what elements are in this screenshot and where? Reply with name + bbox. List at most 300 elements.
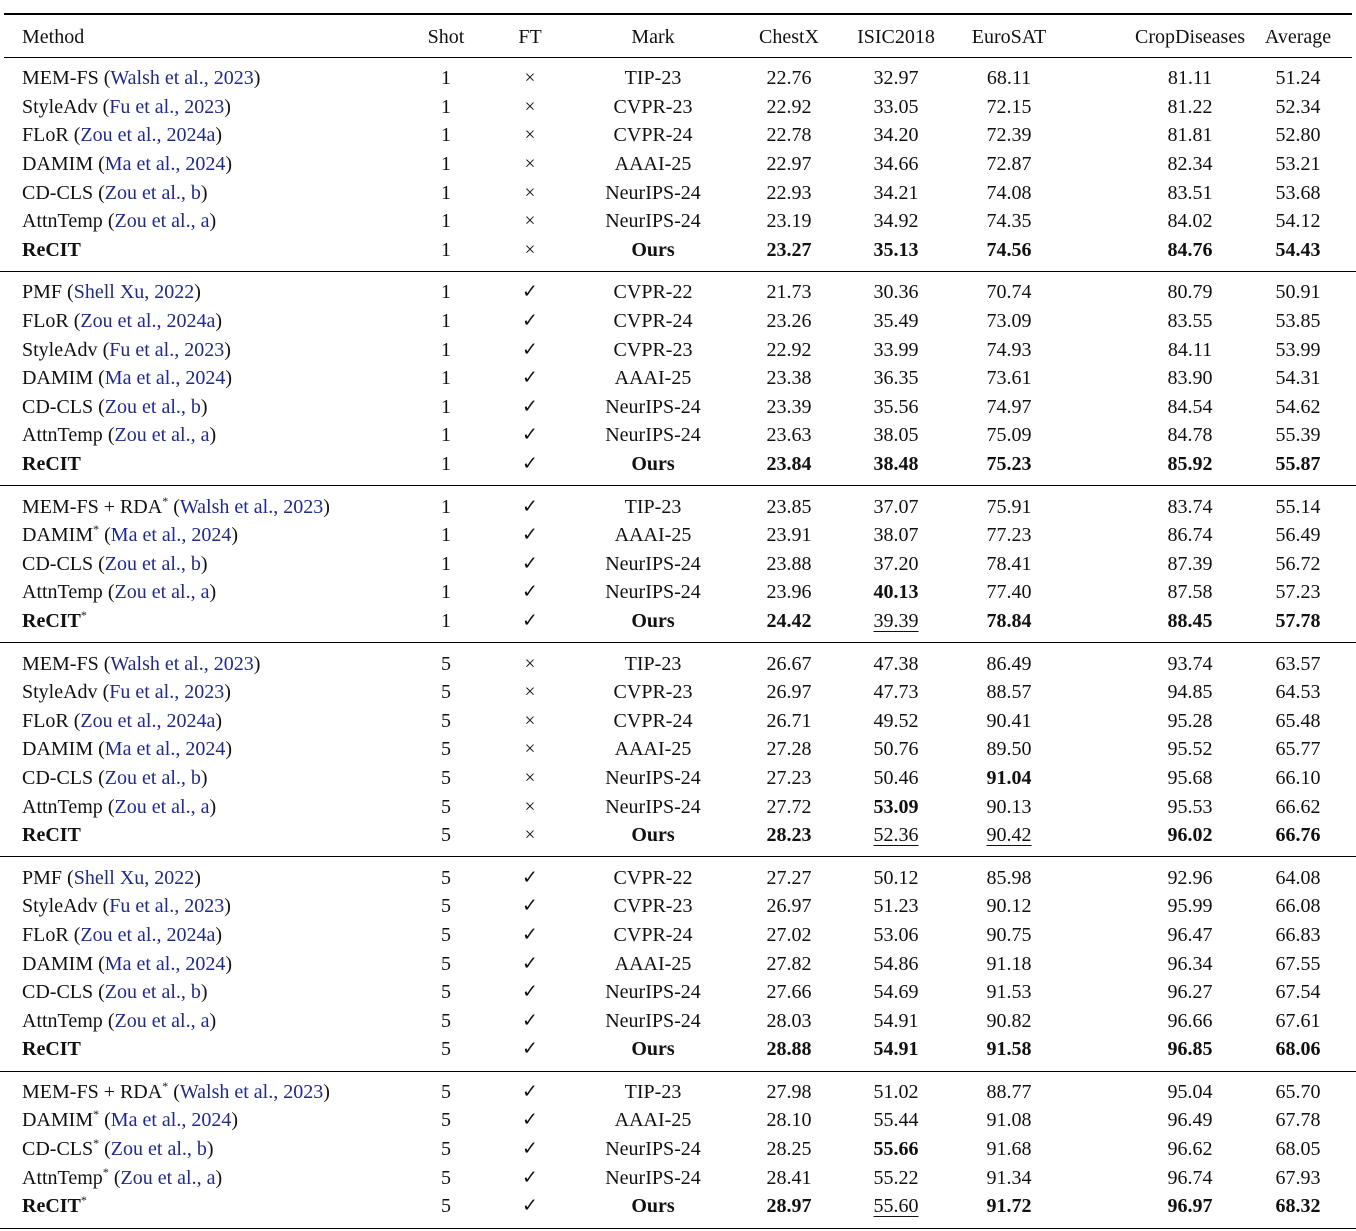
citation-link[interactable]: Zou et al., b (104, 181, 201, 204)
chestx-value: 28.97 (766, 1195, 812, 1218)
method-name: CD-CLS (22, 766, 94, 789)
column-header-method: Method (22, 26, 85, 48)
chestx-value: 22.78 (766, 124, 812, 147)
method-name: MEM-FS (22, 652, 99, 675)
average-value: 68.06 (1275, 1038, 1321, 1061)
isic2018-value: 50.76 (873, 738, 919, 761)
method-name: DAMIM (22, 1109, 94, 1132)
method-name: ReCIT (22, 453, 81, 476)
citation-link[interactable]: Zou et al., a (114, 795, 210, 818)
cropdiseases-value: 82.34 (1167, 153, 1213, 176)
table-group (0, 1072, 1356, 1229)
chestx-value: 23.27 (766, 238, 812, 261)
isic2018-value: 34.92 (873, 210, 919, 233)
method-name: ReCIT (22, 1195, 81, 1218)
top-rule (4, 13, 1352, 15)
check-icon: ✓ (522, 496, 538, 518)
asterisk-marker: * (162, 493, 169, 508)
cross-icon: × (524, 124, 536, 146)
cross-icon: × (524, 153, 536, 175)
isic2018-value: 50.12 (873, 866, 919, 889)
isic2018-value: 40.13 (873, 581, 919, 604)
chestx-value: 23.88 (766, 552, 812, 575)
mark-cell: NeurIPS-24 (605, 1138, 701, 1161)
citation-link[interactable]: Fu et al., 2023 (109, 681, 225, 704)
average-value: 56.72 (1275, 552, 1321, 575)
citation-link[interactable]: Ma et al., 2024 (104, 952, 226, 975)
chestx-value: 26.67 (766, 652, 812, 675)
chestx-value: 23.38 (766, 367, 812, 390)
table-row (0, 649, 1356, 678)
check-icon: ✓ (522, 367, 538, 389)
column-header-cropdiseases: CropDiseases (1135, 26, 1245, 48)
cropdiseases-value: 87.58 (1167, 581, 1213, 604)
shot-cell: 1 (441, 210, 451, 233)
citation-link[interactable]: Ma et al., 2024 (104, 153, 226, 176)
cropdiseases-value: 84.02 (1167, 210, 1213, 233)
shot-cell: 5 (441, 652, 451, 675)
isic2018-value: 35.56 (873, 395, 919, 418)
citation-link[interactable]: Fu et al., 2023 (109, 95, 225, 118)
chestx-value: 26.71 (766, 709, 812, 732)
chestx-value: 27.02 (766, 923, 812, 946)
cross-icon: × (524, 767, 536, 789)
eurosat-value: 74.93 (986, 338, 1032, 361)
cropdiseases-value: 95.04 (1167, 1080, 1213, 1103)
method-name: DAMIM (22, 524, 94, 547)
isic2018-value: 32.97 (873, 67, 919, 90)
average-value: 67.93 (1275, 1166, 1321, 1189)
mark-cell: Ours (631, 609, 675, 632)
mark-cell: AAAI-25 (614, 1109, 692, 1132)
method-cell: FLoR (Zou et al., 2024a) (22, 310, 222, 333)
shot-cell: 5 (441, 866, 451, 889)
citation-link[interactable]: Zou et al., 2024a (80, 709, 216, 732)
citation-link[interactable]: Fu et al., 2023 (109, 338, 225, 361)
citation-link[interactable]: Zou et al., a (114, 1009, 210, 1032)
citation-link[interactable]: Zou et al., b (110, 1138, 207, 1161)
eurosat-value: 91.18 (986, 952, 1032, 975)
mark-cell: CVPR-23 (613, 338, 693, 361)
mark-cell: CVPR-22 (613, 866, 693, 889)
isic2018-value: 37.07 (873, 495, 919, 518)
table-row (0, 550, 1356, 579)
eurosat-value: 72.87 (986, 153, 1032, 176)
method-name: FLoR (22, 923, 69, 946)
chestx-value: 28.03 (766, 1009, 812, 1032)
eurosat-value: 74.08 (986, 181, 1032, 204)
method-cell: FLoR (Zou et al., 2024a) (22, 124, 222, 147)
shot-cell: 1 (441, 367, 451, 390)
asterisk-marker: * (80, 607, 87, 622)
method-name: FLoR (22, 310, 69, 333)
cropdiseases-value: 95.99 (1167, 895, 1213, 918)
cross-icon: × (524, 182, 536, 204)
isic2018-value: 34.66 (873, 153, 919, 176)
method-name: PMF (22, 281, 63, 304)
cropdiseases-value: 83.55 (1167, 310, 1213, 333)
chestx-value: 28.25 (766, 1138, 812, 1161)
table-row (0, 278, 1356, 307)
citation-link[interactable]: Zou et al., 2024a (80, 124, 216, 147)
cropdiseases-value: 85.92 (1167, 453, 1213, 476)
check-icon: ✓ (522, 424, 538, 446)
check-icon: ✓ (522, 281, 538, 303)
table-group (0, 643, 1356, 857)
citation-link[interactable]: Zou et al., a (114, 210, 210, 233)
cross-icon: × (524, 210, 536, 232)
cropdiseases-value: 95.52 (1167, 738, 1213, 761)
table-row (0, 578, 1356, 607)
isic2018-value: 35.13 (873, 238, 919, 261)
check-icon: ✓ (522, 953, 538, 975)
check-icon: ✓ (522, 895, 538, 917)
cross-icon: × (524, 796, 536, 818)
table-row (0, 949, 1356, 978)
shot-cell: 5 (441, 952, 451, 975)
method-cell: DAMIM* (Ma et al., 2024) (22, 522, 238, 547)
average-value: 55.87 (1275, 453, 1321, 476)
asterisk-marker: * (162, 1078, 169, 1093)
table-row (0, 921, 1356, 950)
shot-cell: 5 (441, 738, 451, 761)
citation-link[interactable]: Zou et al., a (114, 424, 210, 447)
cropdiseases-value: 96.34 (1167, 952, 1213, 975)
table-row (0, 1006, 1356, 1035)
method-name: MEM-FS + RDA (22, 1080, 163, 1103)
shot-cell: 1 (441, 67, 451, 90)
chestx-value: 22.97 (766, 153, 812, 176)
citation-link[interactable]: Fu et al., 2023 (109, 895, 225, 918)
mark-cell: CVPR-24 (613, 709, 693, 732)
shot-cell: 5 (441, 795, 451, 818)
eurosat-value: 77.23 (986, 524, 1032, 547)
citation-link[interactable]: Walsh et al., 2023 (179, 1080, 324, 1103)
method-cell (22, 1039, 81, 1059)
eurosat-value: 73.61 (986, 367, 1032, 390)
isic2018-value: 38.05 (873, 424, 919, 447)
column-header-isic2018: ISIC2018 (857, 26, 935, 48)
cropdiseases-value: 88.45 (1167, 609, 1213, 632)
table-row (0, 607, 1356, 636)
mark-cell: AAAI-25 (614, 153, 692, 176)
shot-cell: 5 (441, 709, 451, 732)
method-name: AttnTemp (22, 1009, 103, 1032)
check-icon: ✓ (522, 867, 538, 889)
chestx-value: 27.27 (766, 866, 812, 889)
check-icon: ✓ (522, 396, 538, 418)
isic2018-value: 54.69 (873, 981, 919, 1004)
mark-cell: AAAI-25 (614, 367, 692, 390)
cross-icon: × (524, 67, 536, 89)
citation-link[interactable]: Ma et al., 2024 (110, 1109, 232, 1132)
shot-cell: 1 (441, 238, 451, 261)
citation-link[interactable]: Walsh et al., 2023 (110, 652, 254, 675)
isic2018-value: 47.38 (873, 652, 919, 675)
chestx-value: 23.91 (766, 524, 812, 547)
citation-link[interactable]: Ma et al., 2024 (104, 367, 226, 390)
table-row (0, 393, 1356, 422)
method-cell: DAMIM (Ma et al., 2024) (22, 367, 232, 390)
citation-link[interactable]: Walsh et al., 2023 (179, 495, 324, 518)
table-group (0, 58, 1356, 272)
isic2018-value: 47.73 (873, 681, 919, 704)
shot-cell: 5 (441, 981, 451, 1004)
shot-cell: 5 (441, 923, 451, 946)
shot-cell: 5 (441, 766, 451, 789)
shot-cell: 1 (441, 395, 451, 418)
cropdiseases-value: 87.39 (1167, 552, 1213, 575)
average-value: 54.43 (1275, 238, 1321, 261)
isic2018-value: 37.20 (873, 552, 919, 575)
column-header-average: Average (1264, 26, 1332, 48)
method-cell: StyleAdv (Fu et al., 2023) (22, 338, 231, 361)
check-icon: ✓ (522, 1010, 538, 1032)
citation-link[interactable]: Shell Xu, 2022 (73, 281, 195, 304)
mark-cell: AAAI-25 (614, 738, 692, 761)
table-row (0, 863, 1356, 892)
citation-link[interactable]: Zou et al., a (114, 581, 210, 604)
cropdiseases-value: 83.74 (1167, 495, 1213, 518)
asterisk-marker: * (93, 1136, 100, 1151)
chestx-value: 23.96 (766, 581, 812, 604)
cross-icon: × (524, 738, 536, 760)
citation-link[interactable]: Zou et al., 2024a (80, 310, 216, 333)
average-value: 66.76 (1275, 824, 1321, 847)
cropdiseases-value: 81.22 (1167, 95, 1213, 118)
table-group (0, 486, 1356, 643)
method-cell: AttnTemp (Zou et al., a) (22, 581, 217, 604)
mark-cell: Ours (631, 1195, 675, 1218)
citation-link[interactable]: Shell Xu, 2022 (73, 866, 195, 889)
table-group (0, 857, 1356, 1071)
chestx-value: 27.28 (766, 738, 812, 761)
table-row (0, 64, 1356, 93)
chestx-value: 28.23 (766, 824, 812, 847)
citation-link[interactable]: Zou et al., b (104, 552, 201, 575)
chestx-value: 24.42 (766, 609, 812, 632)
cross-icon: × (524, 239, 536, 261)
isic2018-value: 39.39 (873, 609, 919, 632)
eurosat-value: 91.04 (986, 766, 1032, 789)
isic2018-value: 51.23 (873, 895, 919, 918)
method-cell: StyleAdv (Fu et al., 2023) (22, 95, 231, 118)
cropdiseases-value: 96.62 (1167, 1138, 1213, 1161)
method-name: CD-CLS (22, 181, 94, 204)
check-icon: ✓ (522, 1081, 538, 1103)
cropdiseases-value: 95.28 (1167, 709, 1213, 732)
table-row (0, 121, 1356, 150)
check-icon: ✓ (522, 924, 538, 946)
chestx-value: 22.92 (766, 338, 812, 361)
shot-cell: 5 (441, 1009, 451, 1032)
table-row (0, 1035, 1356, 1064)
method-name: DAMIM (22, 153, 94, 176)
table-row (0, 335, 1356, 364)
method-cell: StyleAdv (Fu et al., 2023) (22, 681, 231, 704)
method-name: CD-CLS (22, 552, 94, 575)
cropdiseases-value: 81.11 (1167, 67, 1213, 90)
eurosat-value: 72.15 (986, 95, 1032, 118)
eurosat-value: 91.34 (986, 1166, 1032, 1189)
method-name: AttnTemp (22, 1166, 103, 1189)
method-cell: FLoR (Zou et al., 2024a) (22, 709, 222, 732)
chestx-value: 22.92 (766, 95, 812, 118)
chestx-value: 26.97 (766, 681, 812, 704)
isic2018-value: 34.20 (873, 124, 919, 147)
cropdiseases-value: 96.97 (1167, 1195, 1213, 1218)
average-value: 67.54 (1275, 981, 1321, 1004)
eurosat-value: 73.09 (986, 310, 1032, 333)
shot-cell: 5 (441, 1138, 451, 1161)
method-cell: PMF (Shell Xu, 2022) (22, 281, 201, 304)
check-icon: ✓ (522, 1038, 538, 1060)
average-value: 54.31 (1275, 367, 1321, 390)
isic2018-value: 33.99 (873, 338, 919, 361)
mark-cell: Ours (631, 453, 675, 476)
table-row (0, 735, 1356, 764)
citation-link[interactable]: Ma et al., 2024 (110, 524, 232, 547)
table-row (0, 764, 1356, 793)
column-header-mark: Mark (631, 26, 675, 48)
eurosat-value: 91.58 (986, 1038, 1032, 1061)
table-row (0, 821, 1356, 850)
column-header-chestx: ChestX (759, 26, 819, 48)
citation-link[interactable]: Zou et al., b (104, 981, 201, 1004)
isic2018-value: 33.05 (873, 95, 919, 118)
eurosat-value: 68.11 (986, 67, 1032, 90)
shot-cell: 1 (441, 609, 451, 632)
average-value: 52.80 (1275, 124, 1321, 147)
shot-cell: 1 (441, 424, 451, 447)
mark-cell: TIP-23 (624, 495, 682, 518)
citation-link[interactable]: Zou et al., b (104, 395, 201, 418)
mark-cell: NeurIPS-24 (605, 424, 701, 447)
check-icon: ✓ (522, 553, 538, 575)
header-row (0, 22, 1356, 52)
eurosat-value: 90.12 (986, 895, 1032, 918)
cropdiseases-value: 93.74 (1167, 652, 1213, 675)
check-icon: ✓ (522, 981, 538, 1003)
isic2018-value: 54.86 (873, 952, 919, 975)
isic2018-value: 55.66 (873, 1138, 919, 1161)
method-name: MEM-FS (22, 67, 99, 90)
table-row (0, 792, 1356, 821)
isic2018-value: 55.22 (873, 1166, 919, 1189)
method-cell: MEM-FS (Walsh et al., 2023) (22, 67, 261, 90)
citation-link[interactable]: Ma et al., 2024 (104, 738, 226, 761)
mark-cell: NeurIPS-24 (605, 1009, 701, 1032)
mark-cell: TIP-23 (624, 67, 682, 90)
method-cell: CD-CLS* (Zou et al., b) (22, 1136, 214, 1161)
cross-icon: × (524, 681, 536, 703)
mark-cell: TIP-23 (624, 652, 682, 675)
eurosat-value: 89.50 (986, 738, 1032, 761)
method-cell (22, 240, 81, 260)
average-value: 67.61 (1275, 1009, 1321, 1032)
method-name: DAMIM (22, 952, 94, 975)
shot-cell: 1 (441, 181, 451, 204)
citation-link[interactable]: Zou et al., b (104, 766, 201, 789)
cropdiseases-value: 81.81 (1167, 124, 1213, 147)
method-cell: AttnTemp (Zou et al., a) (22, 424, 217, 447)
shot-cell: 1 (441, 310, 451, 333)
chestx-value: 23.26 (766, 310, 812, 333)
eurosat-value: 74.97 (986, 395, 1032, 418)
citation-link[interactable]: Zou et al., 2024a (80, 923, 216, 946)
mark-cell: NeurIPS-24 (605, 1166, 701, 1189)
eurosat-value: 90.42 (986, 824, 1032, 847)
table-row (0, 93, 1356, 122)
method-cell: CD-CLS (Zou et al., b) (22, 181, 208, 204)
method-cell: CD-CLS (Zou et al., b) (22, 395, 208, 418)
isic2018-value: 51.02 (873, 1080, 919, 1103)
chestx-value: 27.23 (766, 766, 812, 789)
average-value: 57.23 (1275, 581, 1321, 604)
shot-cell: 5 (441, 1109, 451, 1132)
method-cell: FLoR (Zou et al., 2024a) (22, 923, 222, 946)
method-name: CD-CLS (22, 395, 94, 418)
eurosat-value: 72.39 (986, 124, 1032, 147)
table-row (0, 1078, 1356, 1107)
mark-cell: Ours (631, 238, 675, 261)
citation-link[interactable]: Zou et al., a (120, 1166, 216, 1189)
table-row (0, 1192, 1356, 1221)
average-value: 67.78 (1275, 1109, 1321, 1132)
chestx-value: 26.97 (766, 895, 812, 918)
method-name: ReCIT (22, 609, 81, 632)
table-row (0, 207, 1356, 236)
mark-cell: NeurIPS-24 (605, 766, 701, 789)
average-value: 65.48 (1275, 709, 1321, 732)
average-value: 53.85 (1275, 310, 1321, 333)
average-value: 52.34 (1275, 95, 1321, 118)
chestx-value: 27.66 (766, 981, 812, 1004)
cropdiseases-value: 96.27 (1167, 981, 1213, 1004)
method-cell: MEM-FS + RDA* (Walsh et al., 2023) (22, 1078, 330, 1103)
citation-link[interactable]: Walsh et al., 2023 (110, 67, 254, 90)
method-name: StyleAdv (22, 895, 98, 918)
method-cell (22, 1193, 87, 1218)
cropdiseases-value: 84.78 (1167, 424, 1213, 447)
cropdiseases-value: 84.11 (1167, 338, 1213, 361)
mark-cell: CVPR-22 (613, 281, 693, 304)
cropdiseases-value: 96.66 (1167, 1009, 1213, 1032)
shot-cell: 5 (441, 1195, 451, 1218)
cross-icon: × (524, 824, 536, 846)
method-cell: PMF (Shell Xu, 2022) (22, 866, 201, 889)
isic2018-value: 35.49 (873, 310, 919, 333)
shot-cell: 5 (441, 824, 451, 847)
table-row (0, 978, 1356, 1007)
eurosat-value: 90.41 (986, 709, 1032, 732)
eurosat-value: 91.72 (986, 1195, 1032, 1218)
average-value: 68.32 (1275, 1195, 1321, 1218)
mark-cell: CVPR-24 (613, 124, 693, 147)
isic2018-value: 54.91 (873, 1009, 919, 1032)
isic2018-value: 53.06 (873, 923, 919, 946)
results-table-body (0, 58, 1356, 1229)
check-icon: ✓ (522, 1109, 538, 1131)
method-cell (22, 454, 81, 474)
table-row (0, 1106, 1356, 1135)
mark-cell: AAAI-25 (614, 952, 692, 975)
method-name: MEM-FS + RDA (22, 495, 163, 518)
mark-cell: NeurIPS-24 (605, 552, 701, 575)
cropdiseases-value: 84.54 (1167, 395, 1213, 418)
table-row (0, 521, 1356, 550)
cropdiseases-value: 84.76 (1167, 238, 1213, 261)
